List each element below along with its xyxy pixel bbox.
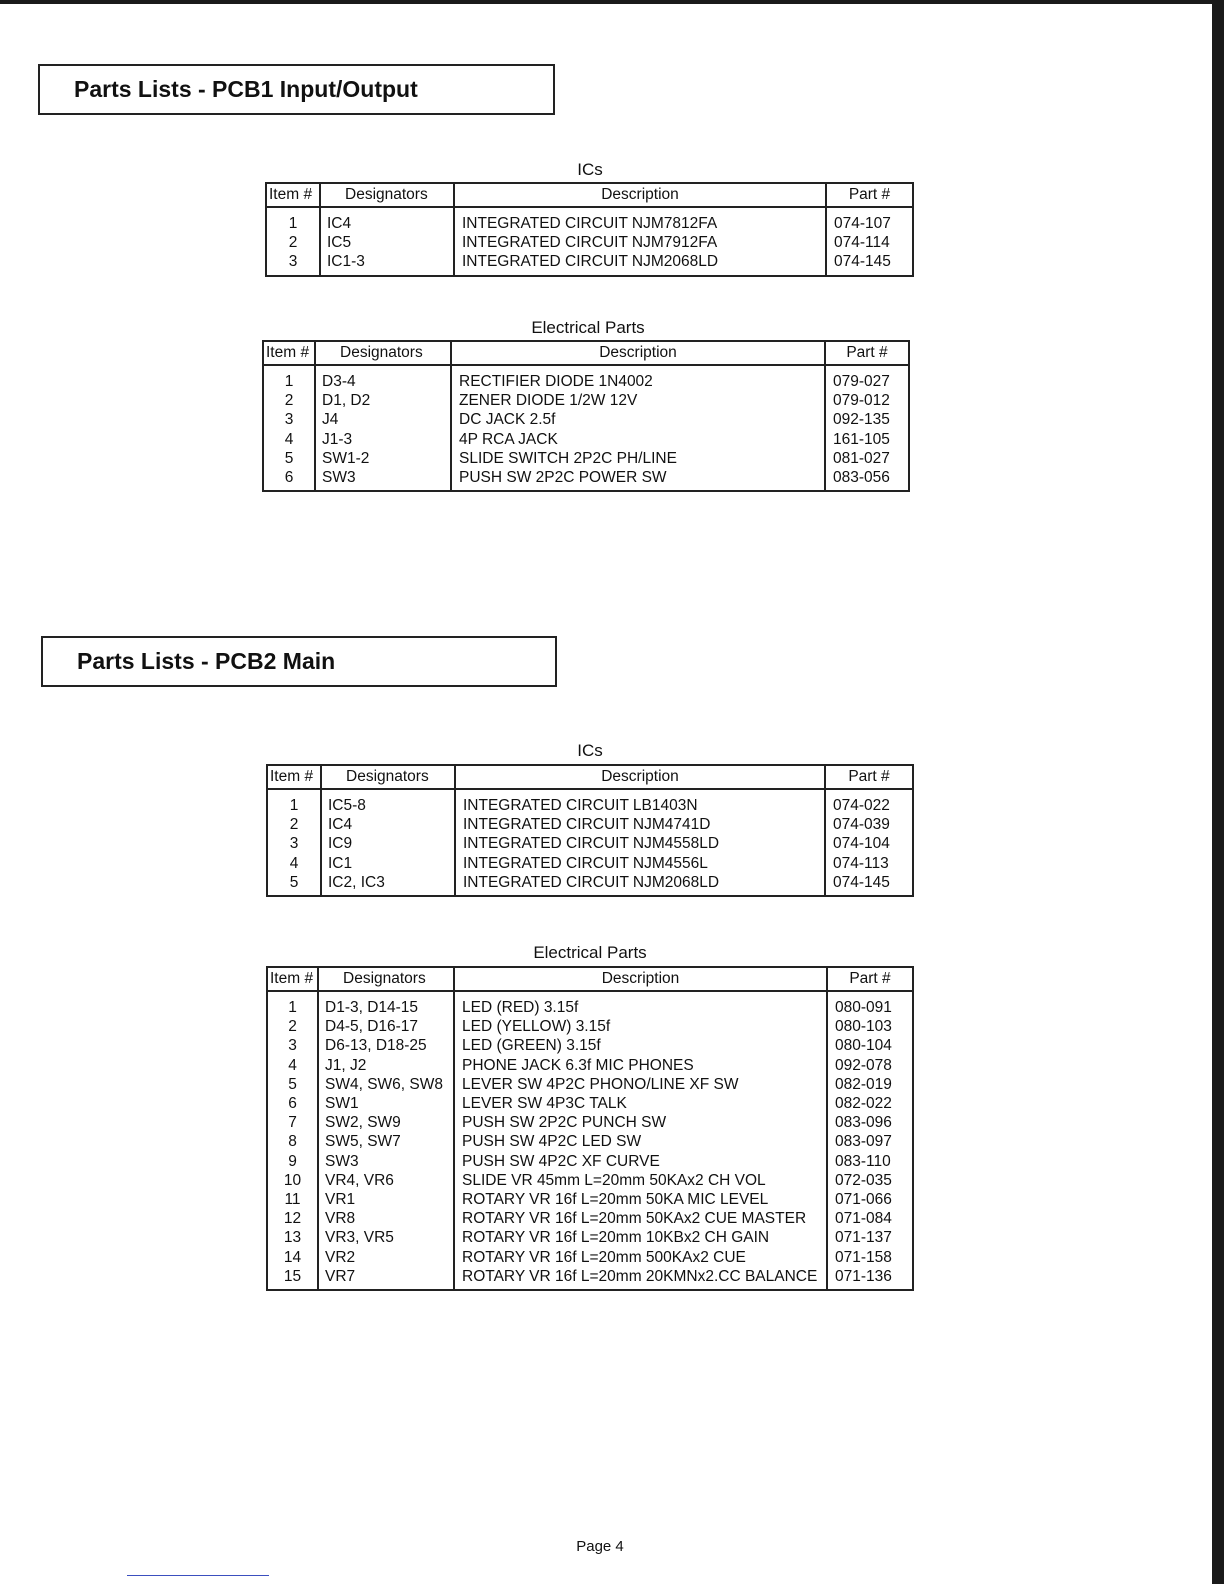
description-cell: INTEGRATED CIRCUIT NJM4741D: [455, 815, 825, 834]
description-cell: SLIDE SWITCH 2P2C PH/LINE: [451, 449, 825, 468]
table-row: [267, 854, 913, 873]
column-header-item: Item #: [267, 765, 321, 789]
table-row: [263, 410, 909, 429]
table-row: [267, 1152, 913, 1171]
table-row: [263, 430, 909, 449]
column-header-part: Part #: [825, 341, 909, 365]
column-header-designators: Designators: [321, 765, 455, 789]
description-cell: PUSH SW 4P2C LED SW: [454, 1132, 827, 1151]
part-number-cell: 083-096: [827, 1113, 913, 1132]
part-number-cell: 083-056: [825, 468, 909, 491]
description-cell: ROTARY VR 16f L=20mm 50KA MIC LEVEL: [454, 1190, 827, 1209]
part-number-cell: 071-137: [827, 1228, 913, 1247]
part-number-cell: 074-145: [825, 873, 913, 896]
designators-cell: VR8: [318, 1209, 454, 1228]
column-header-item: Item #: [266, 183, 320, 207]
column-header-description: Description: [451, 341, 825, 365]
description-cell: SLIDE VR 45mm L=20mm 50KAx2 CH VOL: [454, 1171, 827, 1190]
description-cell: INTEGRATED CIRCUIT NJM4556L: [455, 854, 825, 873]
description-cell: INTEGRATED CIRCUIT NJM2068LD: [455, 873, 825, 896]
description-cell: LED (GREEN) 3.15f: [454, 1036, 827, 1055]
item-number-cell: 6: [288, 1095, 297, 1113]
item-number-cell: 1: [289, 797, 299, 814]
table-row: [267, 1017, 913, 1036]
designators-cell: IC1-3: [320, 252, 454, 275]
table-row: [263, 468, 909, 491]
designators-cell: J1-3: [315, 430, 451, 449]
item-number-cell: 3: [289, 835, 299, 853]
table-row: [263, 365, 909, 391]
description-cell: PUSH SW 2P2C PUNCH SW: [454, 1113, 827, 1132]
item-number-cell: 14: [283, 1248, 302, 1266]
item-number-cell: 15: [283, 1267, 302, 1285]
item-number-cell: 4: [289, 854, 299, 872]
description-cell: INTEGRATED CIRCUIT NJM7812FA: [454, 207, 826, 233]
description-cell: INTEGRATED CIRCUIT NJM2068LD: [454, 252, 826, 275]
parts-table-pcb1-electrical: [262, 340, 910, 492]
part-number-cell: 083-097: [827, 1132, 913, 1151]
part-number-cell: 092-078: [827, 1056, 913, 1075]
part-number-cell: 079-012: [825, 391, 909, 410]
table-row: [267, 1228, 913, 1247]
part-number-cell: 079-027: [825, 365, 909, 391]
item-number-cell: 5: [284, 449, 294, 467]
part-number-cell: 074-107: [826, 207, 913, 233]
table-row: [267, 1267, 913, 1290]
item-number-cell: 2: [288, 1018, 297, 1036]
designators-cell: IC1: [321, 854, 455, 873]
item-number-cell: 1: [284, 373, 294, 390]
item-number-cell: 2: [288, 234, 298, 252]
table-row: [267, 1056, 913, 1075]
table-row: [267, 1113, 913, 1132]
description-cell: LEVER SW 4P2C PHONO/LINE XF SW: [454, 1075, 827, 1094]
table-row: [267, 1036, 913, 1055]
description-cell: DC JACK 2.5f: [451, 410, 825, 429]
part-number-cell: 071-158: [827, 1248, 913, 1267]
table-row: [267, 873, 913, 896]
column-header-part: Part #: [825, 765, 913, 789]
table-title-pcb2-electrical: Electrical Parts: [533, 943, 647, 962]
part-number-cell: 071-136: [827, 1267, 913, 1290]
designators-cell: IC4: [320, 207, 454, 233]
table-row: [267, 1075, 913, 1094]
parts-table-pcb2-ics: [266, 764, 914, 897]
designators-cell: IC9: [321, 834, 455, 853]
table-row: [267, 789, 913, 815]
part-number-cell: 072-035: [827, 1171, 913, 1190]
table-title-pcb1-ics: ICs: [577, 160, 603, 179]
table-row: [267, 1248, 913, 1267]
description-cell: ROTARY VR 16f L=20mm 50KAx2 CUE MASTER: [454, 1209, 827, 1228]
item-number-cell: 9: [288, 1152, 297, 1170]
table-row: [267, 1190, 913, 1209]
item-number-cell: 8: [288, 1133, 297, 1151]
page-number: Page 4: [576, 1538, 624, 1555]
designators-cell: D3-4: [315, 365, 451, 391]
item-number-cell: 3: [288, 1037, 297, 1055]
bottom-rule: [127, 1575, 269, 1576]
section-title-pcb1: Parts Lists - PCB1 Input/Output: [38, 64, 555, 115]
part-number-cell: 082-022: [827, 1094, 913, 1113]
designators-cell: SW3: [315, 468, 451, 491]
part-number-cell: 074-104: [825, 834, 913, 853]
part-number-cell: 092-135: [825, 410, 909, 429]
part-number-cell: 083-110: [827, 1152, 913, 1171]
part-number-cell: 161-105: [825, 430, 909, 449]
table-row: [266, 233, 913, 252]
column-header-designators: Designators: [320, 183, 454, 207]
part-number-cell: 074-022: [825, 789, 913, 815]
column-header-description: Description: [454, 967, 827, 991]
description-cell: RECTIFIER DIODE 1N4002: [451, 365, 825, 391]
table-row: [266, 252, 913, 275]
description-cell: INTEGRATED CIRCUIT LB1403N: [455, 789, 825, 815]
description-cell: ROTARY VR 16f L=20mm 10KBx2 CH GAIN: [454, 1228, 827, 1247]
designators-cell: SW1-2: [315, 449, 451, 468]
column-header-designators: Designators: [315, 341, 451, 365]
table-row: [266, 207, 913, 233]
designators-cell: VR2: [318, 1248, 454, 1267]
column-header-description: Description: [454, 183, 826, 207]
item-number-cell: 5: [288, 1075, 297, 1093]
description-cell: PUSH SW 2P2C POWER SW: [451, 468, 825, 491]
designators-cell: IC5-8: [321, 789, 455, 815]
item-number-cell: 10: [283, 1171, 302, 1189]
part-number-cell: 082-019: [827, 1075, 913, 1094]
part-number-cell: 074-039: [825, 815, 913, 834]
column-header-part: Part #: [827, 967, 913, 991]
designators-cell: D1, D2: [315, 391, 451, 410]
part-number-cell: 074-113: [825, 854, 913, 873]
item-number-cell: 12: [283, 1210, 302, 1228]
item-number-cell: 2: [284, 392, 294, 410]
column-header-part: Part #: [826, 183, 913, 207]
part-number-cell: 071-066: [827, 1190, 913, 1209]
designators-cell: VR1: [318, 1190, 454, 1209]
designators-cell: IC2, IC3: [321, 873, 455, 896]
item-number-cell: 4: [288, 1056, 297, 1074]
description-cell: LED (RED) 3.15f: [454, 991, 827, 1017]
description-cell: ZENER DIODE 1/2W 12V: [451, 391, 825, 410]
parts-table-pcb2-electrical: [266, 966, 914, 1291]
description-cell: INTEGRATED CIRCUIT NJM7912FA: [454, 233, 826, 252]
designators-cell: VR7: [318, 1267, 454, 1290]
designators-cell: SW4, SW6, SW8: [318, 1075, 454, 1094]
part-number-cell: 074-145: [826, 252, 913, 275]
part-number-cell: 080-104: [827, 1036, 913, 1055]
designators-cell: SW5, SW7: [318, 1132, 454, 1151]
description-cell: 4P RCA JACK: [451, 430, 825, 449]
table-row: [267, 1132, 913, 1151]
column-header-item: Item #: [267, 967, 318, 991]
designators-cell: J1, J2: [318, 1056, 454, 1075]
designators-cell: D6-13, D18-25: [318, 1036, 454, 1055]
table-row: [267, 1094, 913, 1113]
description-cell: LED (YELLOW) 3.15f: [454, 1017, 827, 1036]
table-title-pcb1-electrical: Electrical Parts: [531, 318, 645, 337]
designators-cell: IC4: [321, 815, 455, 834]
item-number-cell: 1: [288, 215, 298, 232]
description-cell: PUSH SW 4P2C XF CURVE: [454, 1152, 827, 1171]
column-header-item: Item #: [263, 341, 315, 365]
item-number-cell: 4: [284, 430, 294, 448]
description-cell: LEVER SW 4P3C TALK: [454, 1094, 827, 1113]
item-number-cell: 3: [288, 253, 298, 271]
item-number-cell: 13: [283, 1229, 302, 1247]
designators-cell: J4: [315, 410, 451, 429]
scan-top-edge: [0, 0, 1224, 4]
column-header-designators: Designators: [318, 967, 454, 991]
table-row: [267, 834, 913, 853]
designators-cell: IC5: [320, 233, 454, 252]
table-row: [267, 1209, 913, 1228]
item-number-cell: 1: [288, 999, 297, 1016]
table-row: [263, 449, 909, 468]
part-number-cell: 080-103: [827, 1017, 913, 1036]
table-row: [263, 391, 909, 410]
item-number-cell: 3: [284, 411, 294, 429]
designators-cell: VR3, VR5: [318, 1228, 454, 1247]
description-cell: PHONE JACK 6.3f MIC PHONES: [454, 1056, 827, 1075]
item-number-cell: 5: [289, 873, 299, 891]
item-number-cell: 2: [289, 816, 299, 834]
table-title-pcb2-ics: ICs: [577, 741, 603, 760]
description-cell: INTEGRATED CIRCUIT NJM4558LD: [455, 834, 825, 853]
table-row: [267, 1171, 913, 1190]
part-number-cell: 071-084: [827, 1209, 913, 1228]
column-header-description: Description: [455, 765, 825, 789]
designators-cell: VR4, VR6: [318, 1171, 454, 1190]
parts-table-pcb1-ics: [265, 182, 914, 277]
part-number-cell: 074-114: [826, 233, 913, 252]
designators-cell: SW2, SW9: [318, 1113, 454, 1132]
description-cell: ROTARY VR 16f L=20mm 500KAx2 CUE: [454, 1248, 827, 1267]
part-number-cell: 080-091: [827, 991, 913, 1017]
section-title-pcb2: Parts Lists - PCB2 Main: [41, 636, 557, 687]
scan-right-edge: [1212, 0, 1224, 1584]
designators-cell: SW1: [318, 1094, 454, 1113]
item-number-cell: 7: [288, 1114, 297, 1132]
designators-cell: D1-3, D14-15: [318, 991, 454, 1017]
designators-cell: SW3: [318, 1152, 454, 1171]
part-number-cell: 081-027: [825, 449, 909, 468]
item-number-cell: 11: [284, 1191, 301, 1209]
item-number-cell: 6: [284, 469, 294, 487]
description-cell: ROTARY VR 16f L=20mm 20KMNx2.CC BALANCE: [454, 1267, 827, 1290]
table-row: [267, 815, 913, 834]
designators-cell: D4-5, D16-17: [318, 1017, 454, 1036]
table-row: [267, 991, 913, 1017]
